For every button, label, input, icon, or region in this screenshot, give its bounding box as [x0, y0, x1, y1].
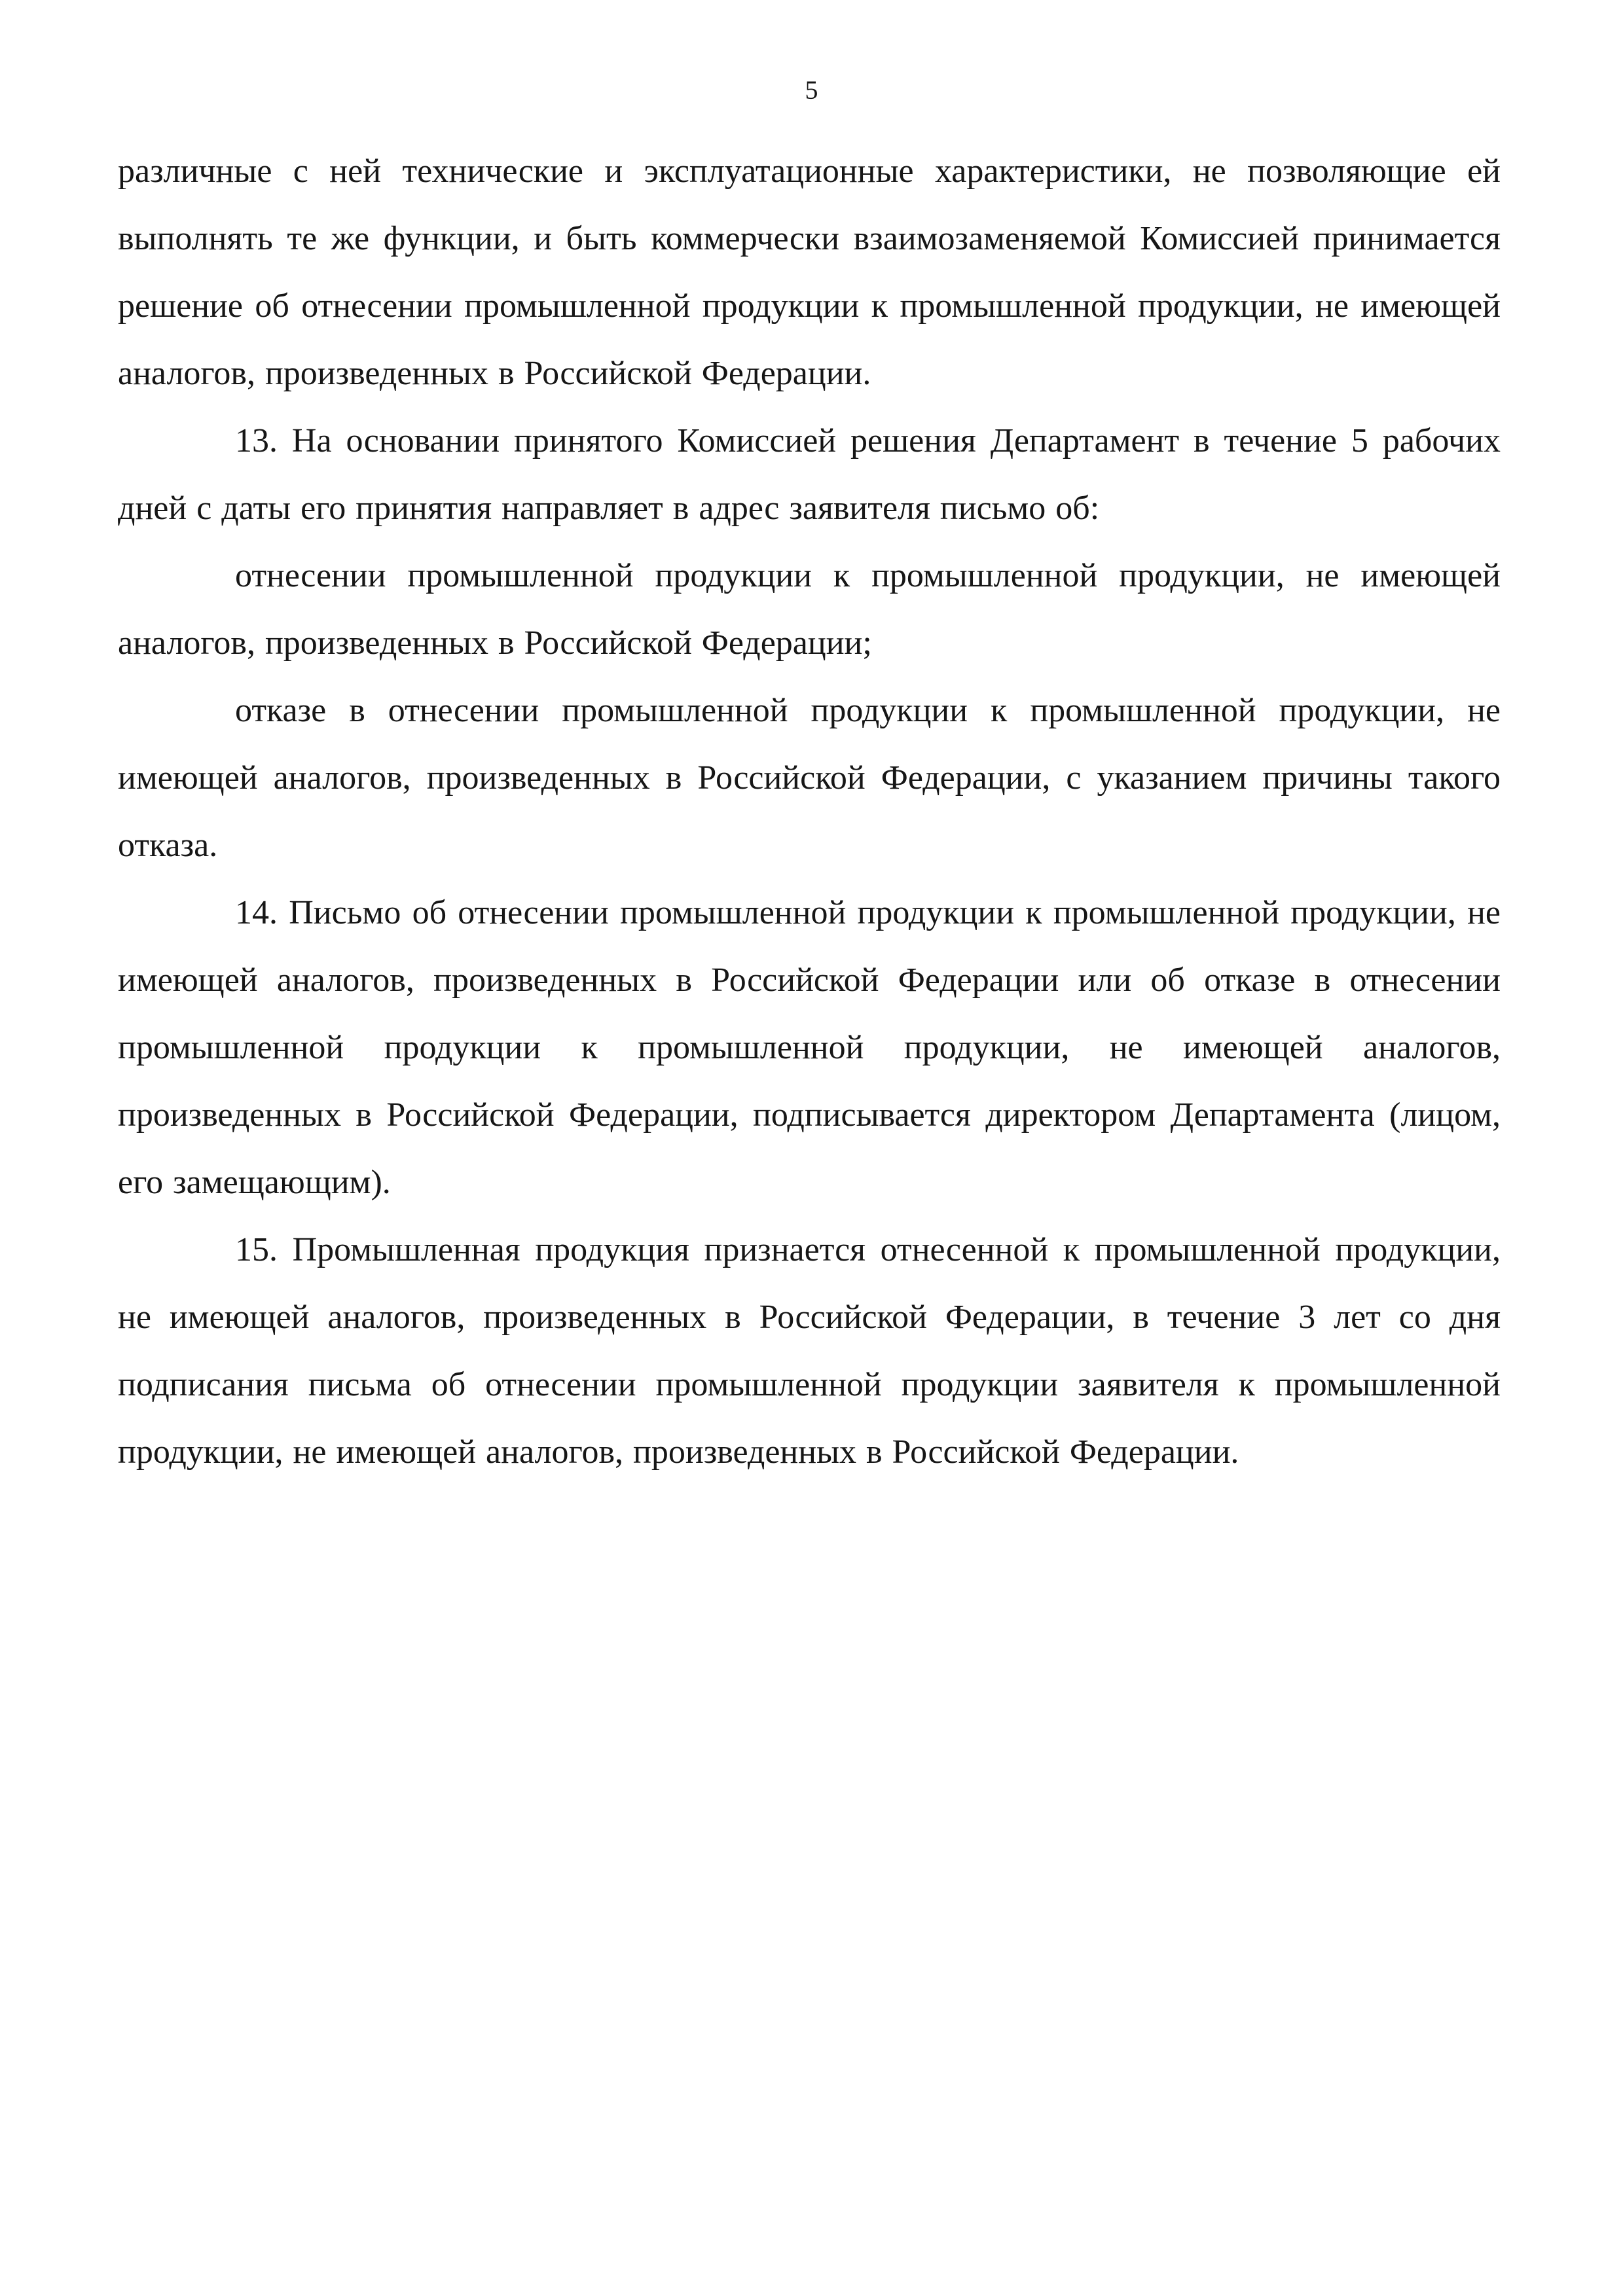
paragraph-item-13: 13. На основании принятого Комиссией решения Департамент в течение 5 рабочих дней с даты его принятия направляет в адрес заявителя письмо об:	[118, 422, 1501, 527]
page-number: 5	[805, 75, 818, 105]
paragraph-option-refusal: отказе в отнесении промышленной продукции к промышленной продукции, не имеющей аналогов, произведенных в Российской Федерации, с указанием причины такого отказа.	[118, 692, 1501, 864]
paragraph-item-15: 15. Промышленная продукция признается отнесенной к промышленной продукции, не имеющей аналогов, произведенных в Российской Федерации, в течение 3 лет со дня подписания письма об отнесении промышленной продукции заявителя к промышленной продукции, не имеющей аналогов, произведенных в Российской Федерации.	[118, 1231, 1501, 1471]
document-body	[118, 137, 1501, 1486]
paragraph-continuation: различные с ней технические и эксплуатационные характеристики, не позволяющие ей выполнять те же функции, и быть коммерчески взаимозаменяемой Комиссией принимается решение об отнесении промышленной продукции к промышленной продукции, не имеющей аналогов, произведенных в Российской Федерации.	[118, 152, 1501, 392]
paragraph-option-assignment: отнесении промышленной продукции к промышленной продукции, не имеющей аналогов, произведенных в Российской Федерации;	[118, 557, 1501, 662]
paragraph-item-14: 14. Письмо об отнесении промышленной продукции к промышленной продукции, не имеющей аналогов, произведенных в Российской Федерации или об отказе в отнесении промышленной продукции к промышленной продукции, не имеющей аналогов, произведенных в Российской Федерации, подписывается директором Департамента (лицом, его замещающим).	[118, 894, 1501, 1201]
